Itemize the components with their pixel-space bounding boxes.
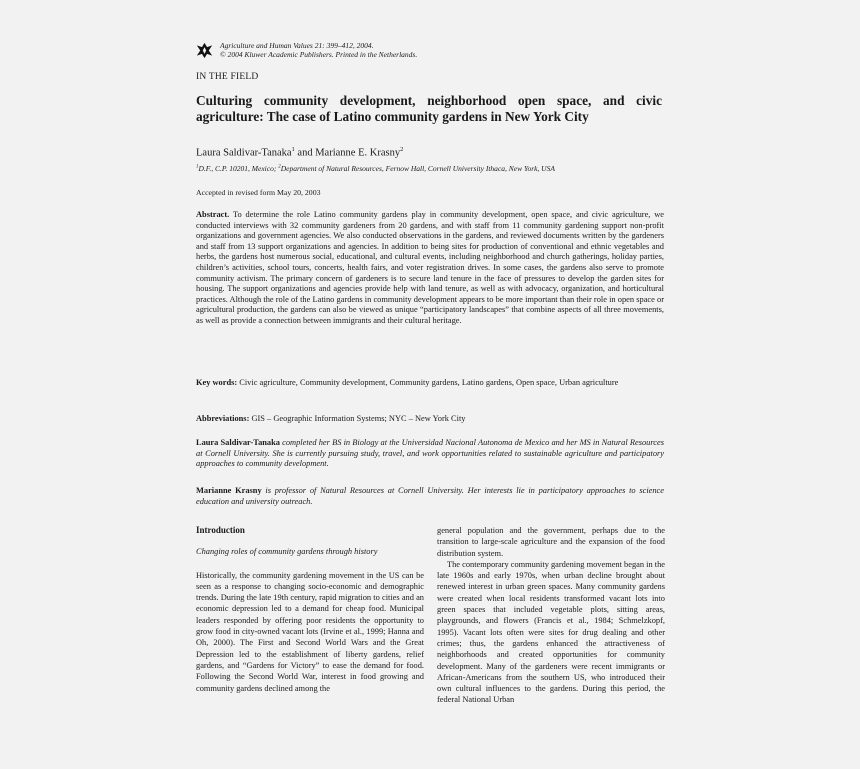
subsection-heading: Changing roles of community gardens through history xyxy=(196,547,378,557)
body-paragraph: general population and the government, perhaps due to the transition to large-scale agriculture and the expansion of the food distribution system. xyxy=(437,526,665,558)
author-name: Laura Saldivar-Tanaka xyxy=(196,147,292,159)
author-affiliation-marker: 2 xyxy=(400,146,404,153)
journal-citation: Agriculture and Human Values 21: 399–412, 2004. xyxy=(220,41,374,50)
accepted-date: Accepted in revised form May 20, 2003 xyxy=(196,188,321,197)
bio-text: is professor of Natural Resources at Cornell University. Her interests lie in participatory approaches to science education and university outreach. xyxy=(196,486,664,506)
body-column-right xyxy=(437,525,665,706)
author-list xyxy=(196,146,403,159)
body-paragraph: The contemporary community gardening movement began in the late 1960s and early 1970s, when urban decline brought about renewed interest in urban green spaces. Many community gardens were created when local residents transformed vacant lots into green spaces that included vegetable plots, sitting areas, playgrounds, and flowers (Francis et al., 1984; Schmelzkopf, 1995). Vacant lots often were sites for drug dealing and other crimes; thus, the gardens enhanced the attractiveness of neighborhoods and created opportunities for community development. Many of the gardeners were recent immigrants or African-Americans from the southern US, who introduced their own cultural influences to the gardens. During this period, the federal National Urban xyxy=(437,559,665,705)
journal-copyright: © 2004 Kluwer Academic Publishers. Printed in the Netherlands. xyxy=(220,50,418,59)
body-column-left xyxy=(196,525,424,694)
bio-name: Laura Saldivar-Tanaka xyxy=(196,438,280,447)
author-bio-1 xyxy=(196,438,664,470)
abbreviations-label: Abbreviations: xyxy=(196,414,250,423)
bio-name: Marianne Krasny xyxy=(196,486,262,495)
author-bio-2 xyxy=(196,486,664,507)
affiliation-marker: 1 xyxy=(196,164,199,170)
keywords xyxy=(196,378,664,389)
abbreviations-text: GIS – Geographic Information Systems; NYC – New York City xyxy=(249,414,466,423)
bio-text: completed her BS in Biology at the Universidad Nacional Autonoma de Mexico and her MS in Natural Resources at Cornell University. She is currently pursuing study, travel, and work opportunities related to sustainable agriculture and participatory approaches to community development. xyxy=(196,438,664,469)
body-paragraph: Historically, the community gardening movement in the US can be seen as a response to changing socio-economic and demographic trends. During the late 19th century, rapid migration to cities and an economic depression led to a demand for cheap food. Municipal leaders responded by offering poor residents the opportunity to grow food in city-owned vacant lots (Irvine et al., 1999; Hanna and Oh, 2000). The First and Second World Wars and the Great Depression led to the establishment of liberty gardens, relief gardens, and “Gardens for Victory” to ease the demand for food. Following the Second World War, interest in food growing and community gardens declined among the xyxy=(196,570,424,693)
author-separator: and xyxy=(294,147,316,159)
section-heading: Introduction xyxy=(196,525,245,535)
author-name: Marianne E. Krasny xyxy=(315,147,401,159)
affiliation-marker: 2 xyxy=(278,164,281,170)
paper-title-line-2: agriculture: The case of Latino community gardens in New York City xyxy=(196,109,589,124)
keywords-text: Civic agriculture, Community development, Community gardens, Latino gardens, Open space, Urban agriculture xyxy=(237,378,619,387)
abstract xyxy=(196,210,664,327)
affiliation-text: D.F., C.P. 10201, Mexico; xyxy=(198,164,279,173)
paper-title-line-1: Culturing community development, neighborhood open space, and civic xyxy=(196,93,662,108)
affiliation-text: Department of Natural Resources, Fernow Hall, Cornell University Ithaca, New York, USA xyxy=(280,164,555,173)
section-label: IN THE FIELD xyxy=(196,72,259,82)
abstract-text: To determine the role Latino community gardens play in community development, open space, and civic agriculture, we conducted interviews with 32 community gardeners from 20 gardens, and with staff from 11 community gardening support non-profit organizations and government agencies. We also conducted observations in the gardens, and reviewed documents written by the gardeners and staff from 13 support organizations and agencies. In addition to being sites for production of conventional and ethnic vegetables and herbs, the gardens host numerous social, educational, and cultural events, including neighborhood and church gatherings, holiday parties, children’s activities, school tours, concerts, health fairs, and voter registration drives. In some cases, the gardens also serve to promote community activism. The primary concern of gardeners is to secure land tenure in the face of pressures to develop the garden sites for housing. The support organizations and agencies provide help with land tenure, as well as with advocacy, organization, and horticultural practices. Although the role of the Latino gardens in community development appears to be more important than their role in open space or agricultural production, the gardens can also be viewed as unique “participatory landscapes” that combine aspects of all three movements, as well as provide a connection between immigrants and their cultural heritage. xyxy=(196,210,664,325)
kluwer-logo-icon xyxy=(196,42,213,59)
author-affiliation-marker: 1 xyxy=(291,146,295,153)
abbreviations xyxy=(196,414,664,425)
affiliations xyxy=(196,164,555,173)
abstract-label: Abstract. xyxy=(196,210,230,219)
keywords-label: Key words: xyxy=(196,378,238,387)
